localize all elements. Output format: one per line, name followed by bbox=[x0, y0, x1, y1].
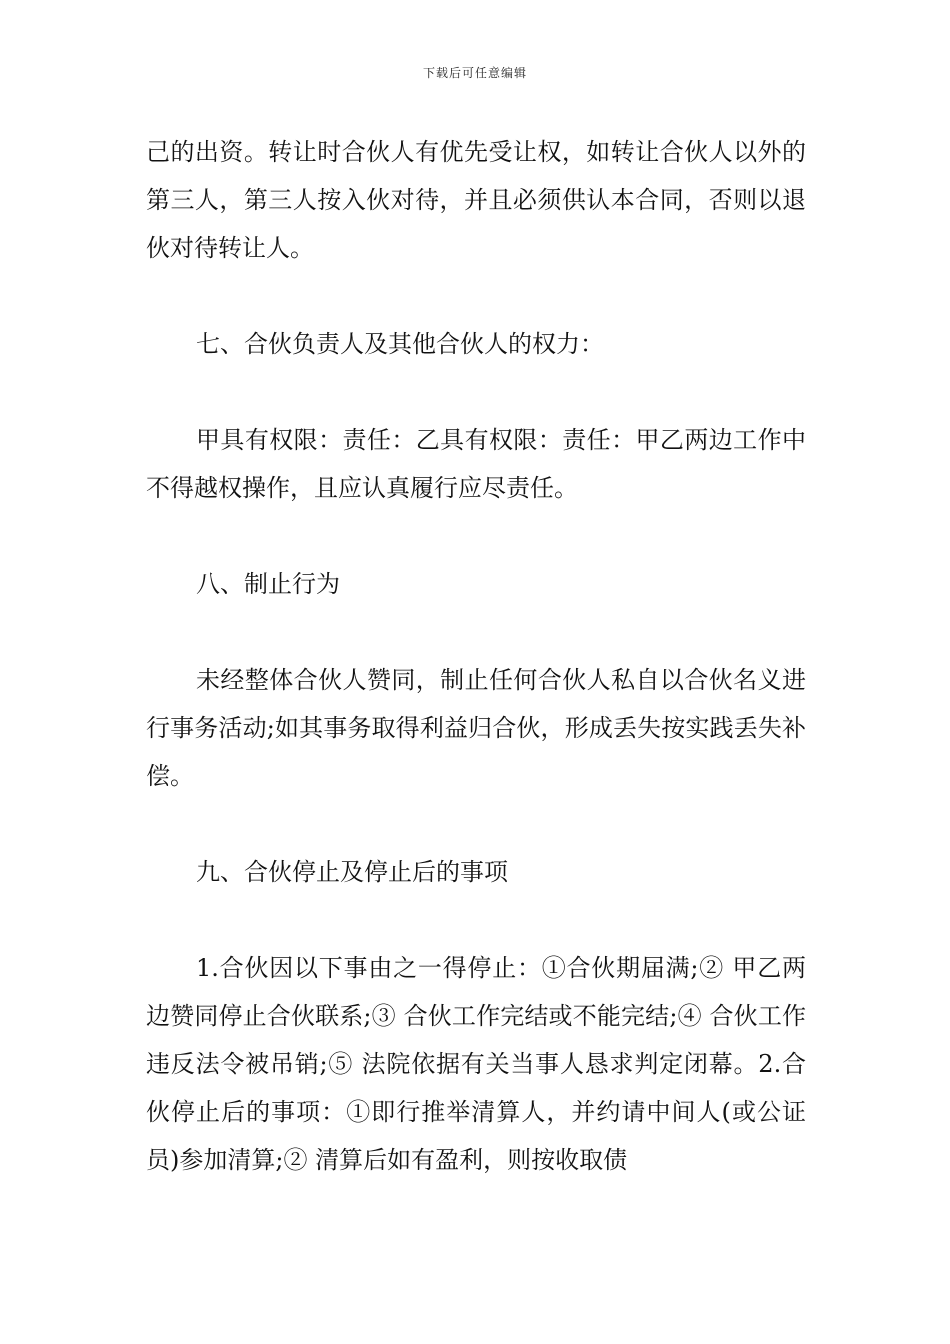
paragraph-spacer bbox=[146, 272, 806, 320]
page-header: 下载后可任意编辑 bbox=[422, 66, 527, 80]
paragraph-spacer bbox=[146, 512, 806, 560]
section-heading-9: 九、合伙停止及停止后的事项 bbox=[196, 858, 508, 886]
section-heading-8: 八、制止行为 bbox=[196, 570, 340, 598]
section-heading-7: 七、合伙负责人及其他合伙人的权力： bbox=[196, 330, 604, 358]
paragraph-spacer bbox=[146, 800, 806, 848]
paragraph-transfer-clause: 己的出资。转让时合伙人有优先受让权，如转让合伙人以外的第三人，第三人按入伙对待，并且必须供认本合同，否则以退伙对待转让人。 bbox=[146, 138, 806, 262]
paragraph-termination: 1.合伙因以下事由之一得停止：①合伙期届满;② 甲乙两边赞同停止合伙联系;③ 合伙工作完结或不能完结;④ 合伙工作违反法令被吊销;⑤ 法院依据有关当事人恳求判定闭幕。2.合伙停止后的事项：①即行推举清算人，并约请中间人(或公证员)参加清算;② 清算后如有盈利，则按收取债 bbox=[146, 954, 806, 1174]
paragraph-responsibilities: 甲具有权限：责任：乙具有权限：责任：甲乙两边工作中不得越权操作，且应认真履行应尽责任。 bbox=[146, 426, 806, 502]
paragraph-prohibited-acts: 未经整体合伙人赞同，制止任何合伙人私自以合伙名义进行事务活动;如其事务取得利益归合伙，形成丢失按实践丢失补偿。 bbox=[146, 666, 806, 790]
document-body bbox=[146, 128, 806, 1184]
paragraph-spacer bbox=[146, 368, 806, 416]
paragraph-spacer bbox=[146, 896, 806, 944]
paragraph-spacer bbox=[146, 608, 806, 656]
